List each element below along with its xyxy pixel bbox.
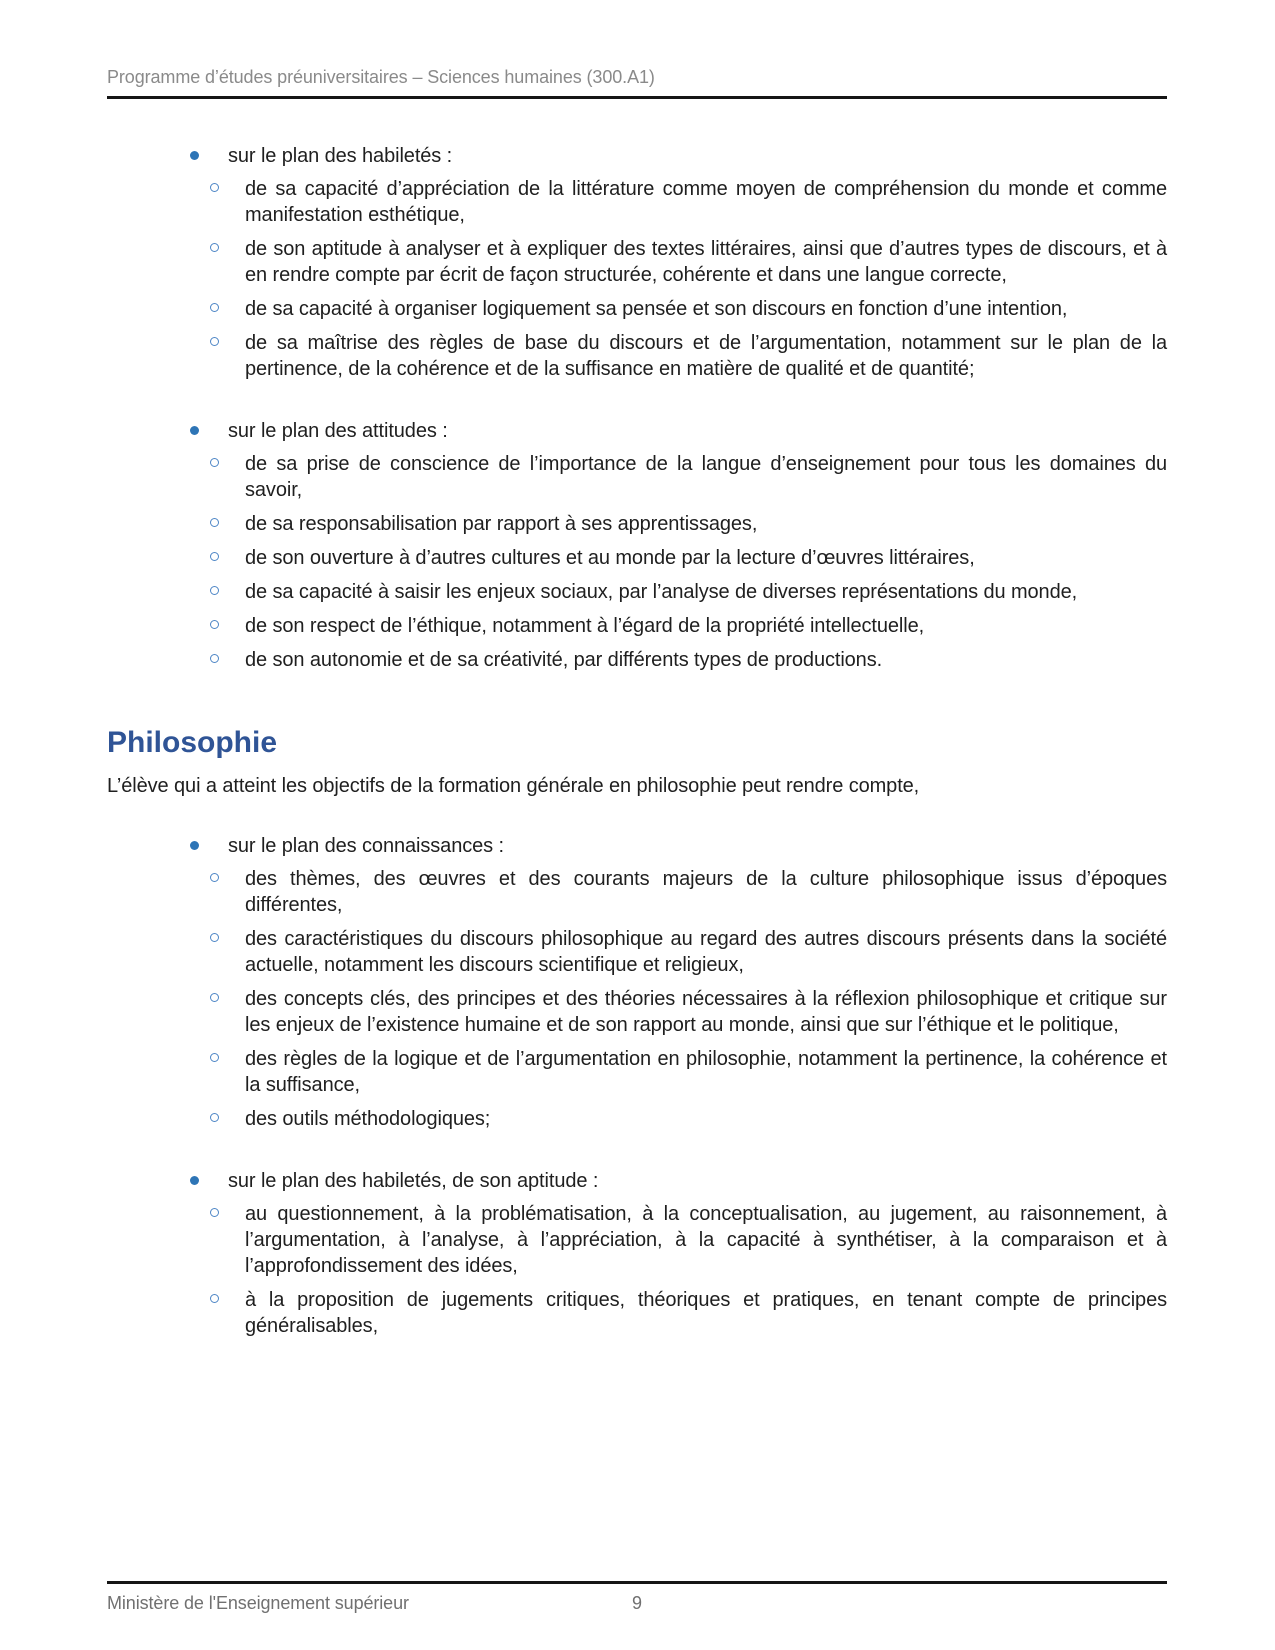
list-item-level1-habiletes xyxy=(107,143,1167,169)
list-item-text: au questionnement, à la problématisation, à la conceptualisation, au jugement, au raisonnement, à l’argumentation, à l’analyse, à l’appréciation, à la capacité à synthétiser, à la comparaison et à l’approfondissement des idées, xyxy=(245,1203,1167,1277)
list-item xyxy=(107,866,1167,918)
list-label: sur le plan des attitudes : xyxy=(228,420,448,442)
bullet-circle-icon xyxy=(210,1208,219,1217)
bullet-circle-icon xyxy=(210,873,219,882)
list-item xyxy=(107,330,1167,382)
bullet-circle-icon xyxy=(210,303,219,312)
bullet-dot-icon xyxy=(190,1176,199,1185)
list-item-text: à la proposition de jugements critiques, théoriques et pratiques, en tenant compte de principes généralisables, xyxy=(245,1289,1167,1337)
list-item-text: de sa responsabilisation par rapport à ses apprentissages, xyxy=(245,513,758,535)
list-item-text: des concepts clés, des principes et des théories nécessaires à la réflexion philosophique et critique sur les enjeux de l’existence humaine et de son rapport au monde, ainsi que sur l’éthique et le politique, xyxy=(245,988,1167,1036)
list-item xyxy=(107,613,1167,639)
list-item-text: des caractéristiques du discours philosophique au regard des autres discours présents dans la société actuelle, notamment les discours scientifique et religieux, xyxy=(245,928,1167,976)
list-item-text: de sa capacité à organiser logiquement sa pensée et son discours en fonction d’une intention, xyxy=(245,298,1068,320)
bullet-circle-icon xyxy=(210,654,219,663)
list-item xyxy=(107,1201,1167,1279)
list-item-text: des thèmes, des œuvres et des courants majeurs de la culture philosophique issus d’époques différentes, xyxy=(245,868,1167,916)
list-item xyxy=(107,986,1167,1038)
list-label: sur le plan des habiletés : xyxy=(228,145,453,167)
list-item-level1-connaissances xyxy=(107,833,1167,859)
list-item-text: de son autonomie et de sa créativité, par différents types de productions. xyxy=(245,649,883,671)
list-label: sur le plan des habiletés, de son aptitude : xyxy=(228,1170,599,1192)
list-item-text: de sa maîtrise des règles de base du discours et de l’argumentation, notamment sur le plan de la pertinence, de la cohérence et de la suffisance en matière de qualité et de quantité; xyxy=(245,332,1167,380)
bullet-circle-icon xyxy=(210,1294,219,1303)
section-heading-philosophie: Philosophie xyxy=(107,726,278,759)
list-item-text: de sa capacité à saisir les enjeux sociaux, par l’analyse de diverses représentations du monde, xyxy=(245,581,1078,603)
footer-ministry: Ministère de l'Enseignement supérieur xyxy=(107,1593,409,1613)
list-item xyxy=(107,176,1167,228)
list-item xyxy=(107,296,1167,322)
bullet-dot-icon xyxy=(190,151,199,160)
list-item-text: de sa prise de conscience de l’importance de la langue d’enseignement pour tous les domaines du savoir, xyxy=(245,453,1167,501)
list-item xyxy=(107,451,1167,503)
list-item-level1-attitudes xyxy=(107,418,1167,444)
list-item xyxy=(107,647,1167,673)
header-title: Programme d’études préuniversitaires – Sciences humaines (300.A1) xyxy=(107,67,655,87)
list-item-text: de son respect de l’éthique, notamment à l’égard de la propriété intellectuelle, xyxy=(245,615,925,637)
list-item xyxy=(107,511,1167,537)
bullet-circle-icon xyxy=(210,243,219,252)
list-label: sur le plan des connaissances : xyxy=(228,835,504,857)
list-item-level1-aptitude xyxy=(107,1168,1167,1194)
bullet-circle-icon xyxy=(210,183,219,192)
list-item-text: de son aptitude à analyser et à expliquer des textes littéraires, ainsi que d’autres types de discours, et à en rendre compte par écrit de façon structurée, cohérente et dans une langue correcte, xyxy=(245,238,1167,286)
bullet-circle-icon xyxy=(210,1113,219,1122)
list-item xyxy=(107,1287,1167,1339)
list-item xyxy=(107,926,1167,978)
bullet-circle-icon xyxy=(210,552,219,561)
bullet-dot-icon xyxy=(190,841,199,850)
list-item xyxy=(107,1046,1167,1098)
list-item xyxy=(107,579,1167,605)
list-item-text: des règles de la logique et de l’argumentation en philosophie, notamment la pertinence, la cohérence et la suffisance, xyxy=(245,1048,1167,1096)
list-item-text: des outils méthodologiques; xyxy=(245,1108,491,1130)
list-item xyxy=(107,236,1167,288)
page-header xyxy=(107,66,1167,99)
philosophie-intro: L’élève qui a atteint les objectifs de la formation générale en philosophie peut rendre compte, xyxy=(107,775,920,797)
bullet-circle-icon xyxy=(210,518,219,527)
list-item xyxy=(107,1106,1167,1132)
bullet-dot-icon xyxy=(190,426,199,435)
list-item-text: de sa capacité d’appréciation de la littérature comme moyen de compréhension du monde et comme manifestation esthétique, xyxy=(245,178,1167,226)
bullet-circle-icon xyxy=(210,337,219,346)
bullet-circle-icon xyxy=(210,620,219,629)
bullet-circle-icon xyxy=(210,1053,219,1062)
bullet-circle-icon xyxy=(210,933,219,942)
bullet-circle-icon xyxy=(210,993,219,1002)
page-content xyxy=(107,143,1167,1339)
list-item xyxy=(107,545,1167,571)
bullet-circle-icon xyxy=(210,458,219,467)
bullet-circle-icon xyxy=(210,586,219,595)
footer-page-number: 9 xyxy=(632,1593,642,1613)
list-item-text: de son ouverture à d’autres cultures et au monde par la lecture d’œuvres littéraires, xyxy=(245,547,975,569)
page-footer xyxy=(107,1581,1167,1614)
